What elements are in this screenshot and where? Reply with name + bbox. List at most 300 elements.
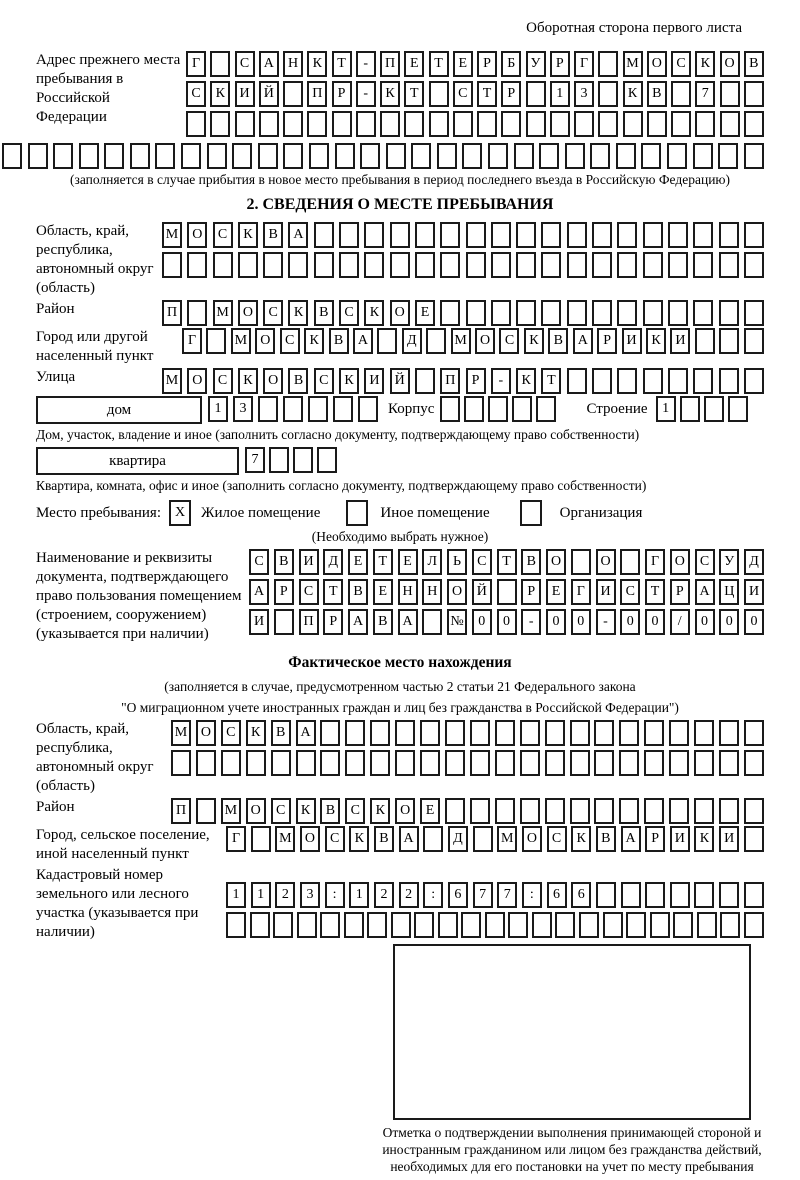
char-cell[interactable] — [643, 222, 663, 248]
char-cell[interactable] — [187, 300, 207, 326]
char-cell[interactable]: В — [314, 300, 334, 326]
char-cell[interactable] — [650, 912, 670, 938]
char-cell[interactable] — [314, 222, 334, 248]
char-cell[interactable]: 6 — [547, 882, 567, 908]
char-cell[interactable] — [259, 111, 279, 137]
char-cell[interactable]: 2 — [374, 882, 394, 908]
char-cell[interactable] — [274, 609, 294, 635]
char-cell[interactable] — [594, 750, 614, 776]
char-cell[interactable]: : — [522, 882, 542, 908]
char-cell[interactable]: С — [472, 549, 492, 575]
char-cell[interactable]: О — [720, 51, 740, 77]
char-cell[interactable] — [704, 396, 724, 422]
char-cell[interactable]: 1 — [349, 882, 369, 908]
char-cell[interactable]: О — [522, 826, 542, 852]
char-cell[interactable]: О — [246, 798, 266, 824]
char-cell[interactable] — [251, 826, 271, 852]
char-cell[interactable]: К — [370, 798, 390, 824]
char-cell[interactable] — [532, 912, 552, 938]
char-cell[interactable]: Д — [402, 328, 422, 354]
char-cell[interactable]: Р — [670, 579, 690, 605]
char-cell[interactable] — [53, 143, 73, 169]
char-cell[interactable]: 0 — [497, 609, 517, 635]
char-cell[interactable] — [426, 328, 446, 354]
char-cell[interactable] — [645, 882, 665, 908]
char-cell[interactable] — [464, 396, 484, 422]
char-cell[interactable] — [360, 143, 380, 169]
char-cell[interactable]: О — [596, 549, 616, 575]
char-cell[interactable]: В — [373, 609, 393, 635]
char-cell[interactable] — [623, 111, 643, 137]
char-cell[interactable]: Г — [226, 826, 246, 852]
char-cell[interactable]: Т — [373, 549, 393, 575]
char-cell[interactable] — [668, 252, 688, 278]
char-cell[interactable]: Т — [477, 81, 497, 107]
char-cell[interactable] — [520, 750, 540, 776]
char-cell[interactable]: Р — [597, 328, 617, 354]
char-cell[interactable]: С — [314, 368, 334, 394]
char-cell[interactable] — [570, 750, 590, 776]
char-cell[interactable]: М — [275, 826, 295, 852]
char-cell[interactable]: О — [187, 222, 207, 248]
char-cell[interactable] — [207, 143, 227, 169]
char-cell[interactable] — [171, 750, 191, 776]
char-cell[interactable]: В — [320, 798, 340, 824]
char-cell[interactable]: О — [395, 798, 415, 824]
char-cell[interactable]: О — [546, 549, 566, 575]
char-cell[interactable] — [414, 912, 434, 938]
char-cell[interactable] — [744, 798, 764, 824]
char-cell[interactable] — [477, 111, 497, 137]
char-cell[interactable]: : — [325, 882, 345, 908]
char-cell[interactable] — [420, 720, 440, 746]
char-cell[interactable] — [644, 798, 664, 824]
char-cell[interactable] — [669, 798, 689, 824]
char-cell[interactable]: Р — [501, 81, 521, 107]
char-cell[interactable] — [719, 720, 739, 746]
char-cell[interactable] — [293, 447, 313, 473]
char-cell[interactable] — [647, 111, 667, 137]
char-cell[interactable]: К — [210, 81, 230, 107]
char-cell[interactable] — [263, 252, 283, 278]
char-cell[interactable]: К — [296, 798, 316, 824]
char-cell[interactable] — [545, 720, 565, 746]
char-cell[interactable] — [210, 111, 230, 137]
char-cell[interactable]: С — [280, 328, 300, 354]
char-cell[interactable]: Е — [420, 798, 440, 824]
char-cell[interactable] — [621, 882, 641, 908]
char-cell[interactable]: 0 — [546, 609, 566, 635]
char-cell[interactable]: О — [238, 300, 258, 326]
char-cell[interactable] — [719, 252, 739, 278]
char-cell[interactable]: 0 — [472, 609, 492, 635]
char-cell[interactable] — [79, 143, 99, 169]
char-cell[interactable]: О — [647, 51, 667, 77]
char-cell[interactable] — [670, 882, 690, 908]
char-cell[interactable] — [744, 720, 764, 746]
char-cell[interactable] — [470, 720, 490, 746]
char-cell[interactable]: Р — [274, 579, 294, 605]
char-cell[interactable] — [317, 447, 337, 473]
char-cell[interactable]: О — [300, 826, 320, 852]
char-cell[interactable]: С — [186, 81, 206, 107]
char-cell[interactable]: 0 — [645, 609, 665, 635]
char-cell[interactable] — [744, 368, 764, 394]
char-cell[interactable]: К — [238, 222, 258, 248]
char-cell[interactable] — [680, 396, 700, 422]
char-cell[interactable] — [694, 882, 714, 908]
char-cell[interactable] — [470, 750, 490, 776]
char-cell[interactable] — [423, 826, 443, 852]
char-cell[interactable]: Р — [332, 81, 352, 107]
char-cell[interactable] — [440, 396, 460, 422]
char-cell[interactable]: И — [364, 368, 384, 394]
char-cell[interactable] — [420, 750, 440, 776]
char-cell[interactable] — [466, 252, 486, 278]
char-cell[interactable] — [719, 368, 739, 394]
char-cell[interactable]: О — [670, 549, 690, 575]
char-cell[interactable]: К — [304, 328, 324, 354]
char-cell[interactable] — [440, 300, 460, 326]
char-cell[interactable] — [641, 143, 661, 169]
char-cell[interactable]: И — [622, 328, 642, 354]
char-cell[interactable] — [744, 222, 764, 248]
char-cell[interactable] — [283, 396, 303, 422]
char-cell[interactable]: К — [364, 300, 384, 326]
organization-checkbox[interactable] — [520, 500, 542, 526]
char-cell[interactable] — [235, 111, 255, 137]
char-cell[interactable]: К — [516, 368, 536, 394]
char-cell[interactable] — [206, 328, 226, 354]
char-cell[interactable]: 2 — [275, 882, 295, 908]
char-cell[interactable] — [309, 143, 329, 169]
char-cell[interactable]: Е — [398, 549, 418, 575]
char-cell[interactable] — [314, 252, 334, 278]
char-cell[interactable] — [744, 252, 764, 278]
char-cell[interactable] — [616, 143, 636, 169]
char-cell[interactable]: Р — [521, 579, 541, 605]
char-cell[interactable] — [508, 912, 528, 938]
char-cell[interactable] — [390, 222, 410, 248]
char-cell[interactable] — [720, 912, 740, 938]
char-cell[interactable]: Р — [645, 826, 665, 852]
char-cell[interactable]: М — [221, 798, 241, 824]
other-premises-checkbox[interactable] — [346, 500, 368, 526]
char-cell[interactable]: В — [374, 826, 394, 852]
char-cell[interactable]: - — [491, 368, 511, 394]
char-cell[interactable] — [526, 81, 546, 107]
char-cell[interactable] — [594, 720, 614, 746]
char-cell[interactable]: А — [399, 826, 419, 852]
char-cell[interactable]: Й — [390, 368, 410, 394]
char-cell[interactable] — [619, 798, 639, 824]
char-cell[interactable] — [461, 912, 481, 938]
char-cell[interactable]: Е — [404, 51, 424, 77]
char-cell[interactable] — [28, 143, 48, 169]
char-cell[interactable] — [162, 252, 182, 278]
char-cell[interactable] — [570, 798, 590, 824]
char-cell[interactable] — [667, 143, 687, 169]
char-cell[interactable] — [226, 912, 246, 938]
char-cell[interactable]: 7 — [473, 882, 493, 908]
char-cell[interactable] — [333, 396, 353, 422]
char-cell[interactable]: Т — [323, 579, 343, 605]
char-cell[interactable] — [488, 396, 508, 422]
char-cell[interactable]: С — [271, 798, 291, 824]
char-cell[interactable]: Г — [182, 328, 202, 354]
char-cell[interactable]: / — [670, 609, 690, 635]
char-cell[interactable] — [541, 252, 561, 278]
char-cell[interactable] — [594, 798, 614, 824]
char-cell[interactable]: М — [162, 368, 182, 394]
char-cell[interactable]: С — [325, 826, 345, 852]
char-cell[interactable] — [596, 882, 616, 908]
char-cell[interactable] — [238, 252, 258, 278]
char-cell[interactable]: К — [288, 300, 308, 326]
char-cell[interactable] — [320, 720, 340, 746]
char-cell[interactable] — [516, 252, 536, 278]
char-cell[interactable] — [491, 300, 511, 326]
char-cell[interactable] — [367, 912, 387, 938]
char-cell[interactable] — [514, 143, 534, 169]
char-cell[interactable] — [694, 798, 714, 824]
char-cell[interactable]: П — [380, 51, 400, 77]
char-cell[interactable] — [617, 300, 637, 326]
char-cell[interactable]: Е — [348, 549, 368, 575]
char-cell[interactable] — [693, 222, 713, 248]
char-cell[interactable] — [565, 143, 585, 169]
char-cell[interactable] — [273, 912, 293, 938]
char-cell[interactable] — [617, 368, 637, 394]
char-cell[interactable]: 6 — [448, 882, 468, 908]
char-cell[interactable]: Р — [466, 368, 486, 394]
char-cell[interactable] — [719, 222, 739, 248]
char-cell[interactable]: В — [274, 549, 294, 575]
char-cell[interactable]: Д — [448, 826, 468, 852]
char-cell[interactable] — [697, 912, 717, 938]
char-cell[interactable] — [332, 111, 352, 137]
char-cell[interactable]: 1 — [226, 882, 246, 908]
char-cell[interactable] — [2, 143, 22, 169]
char-cell[interactable] — [445, 750, 465, 776]
char-cell[interactable]: Т — [645, 579, 665, 605]
char-cell[interactable]: Г — [571, 579, 591, 605]
char-cell[interactable] — [440, 222, 460, 248]
char-cell[interactable]: К — [339, 368, 359, 394]
char-cell[interactable] — [320, 750, 340, 776]
char-cell[interactable] — [356, 111, 376, 137]
char-cell[interactable]: С — [299, 579, 319, 605]
char-cell[interactable]: Е — [415, 300, 435, 326]
char-cell[interactable] — [438, 912, 458, 938]
char-cell[interactable] — [592, 300, 612, 326]
char-cell[interactable]: О — [390, 300, 410, 326]
char-cell[interactable] — [501, 111, 521, 137]
char-cell[interactable]: Е — [546, 579, 566, 605]
char-cell[interactable]: К — [695, 51, 715, 77]
char-cell[interactable] — [590, 143, 610, 169]
char-cell[interactable]: Р — [550, 51, 570, 77]
char-cell[interactable] — [130, 143, 150, 169]
char-cell[interactable] — [592, 368, 612, 394]
char-cell[interactable]: И — [719, 826, 739, 852]
char-cell[interactable] — [283, 143, 303, 169]
char-cell[interactable] — [744, 750, 764, 776]
char-cell[interactable] — [567, 300, 587, 326]
char-cell[interactable] — [718, 143, 738, 169]
char-cell[interactable] — [693, 252, 713, 278]
char-cell[interactable] — [598, 81, 618, 107]
char-cell[interactable] — [744, 328, 764, 354]
char-cell[interactable]: 0 — [744, 609, 764, 635]
char-cell[interactable] — [512, 396, 532, 422]
char-cell[interactable]: 7 — [497, 882, 517, 908]
char-cell[interactable] — [571, 549, 591, 575]
char-cell[interactable]: : — [423, 882, 443, 908]
char-cell[interactable] — [598, 51, 618, 77]
char-cell[interactable]: А — [621, 826, 641, 852]
char-cell[interactable]: В — [548, 328, 568, 354]
char-cell[interactable]: К — [246, 720, 266, 746]
char-cell[interactable] — [473, 826, 493, 852]
char-cell[interactable] — [377, 328, 397, 354]
char-cell[interactable] — [555, 912, 575, 938]
char-cell[interactable]: О — [475, 328, 495, 354]
char-cell[interactable]: - — [521, 609, 541, 635]
char-cell[interactable] — [744, 300, 764, 326]
char-cell[interactable]: О — [187, 368, 207, 394]
char-cell[interactable] — [620, 549, 640, 575]
char-cell[interactable] — [541, 300, 561, 326]
char-cell[interactable]: 0 — [719, 609, 739, 635]
char-cell[interactable]: Т — [497, 549, 517, 575]
char-cell[interactable]: П — [440, 368, 460, 394]
char-cell[interactable] — [495, 750, 515, 776]
char-cell[interactable]: Р — [477, 51, 497, 77]
char-cell[interactable] — [592, 252, 612, 278]
char-cell[interactable]: С — [213, 222, 233, 248]
char-cell[interactable] — [643, 300, 663, 326]
char-cell[interactable] — [668, 300, 688, 326]
char-cell[interactable] — [181, 143, 201, 169]
char-cell[interactable]: Й — [472, 579, 492, 605]
char-cell[interactable] — [671, 111, 691, 137]
char-cell[interactable]: Б — [501, 51, 521, 77]
char-cell[interactable]: П — [171, 798, 191, 824]
char-cell[interactable]: М — [213, 300, 233, 326]
char-cell[interactable] — [391, 912, 411, 938]
char-cell[interactable] — [320, 912, 340, 938]
char-cell[interactable]: А — [249, 579, 269, 605]
char-cell[interactable] — [744, 826, 764, 852]
char-cell[interactable]: 2 — [399, 882, 419, 908]
char-cell[interactable]: 1 — [550, 81, 570, 107]
char-cell[interactable]: И — [249, 609, 269, 635]
char-cell[interactable]: М — [497, 826, 517, 852]
char-cell[interactable]: 0 — [620, 609, 640, 635]
char-cell[interactable]: № — [447, 609, 467, 635]
char-cell[interactable] — [232, 143, 252, 169]
char-cell[interactable] — [619, 750, 639, 776]
char-cell[interactable] — [644, 720, 664, 746]
char-cell[interactable] — [719, 300, 739, 326]
char-cell[interactable] — [155, 143, 175, 169]
char-cell[interactable] — [719, 328, 739, 354]
char-cell[interactable]: К — [380, 81, 400, 107]
char-cell[interactable]: А — [259, 51, 279, 77]
char-cell[interactable] — [297, 912, 317, 938]
char-cell[interactable] — [728, 396, 748, 422]
char-cell[interactable]: Й — [259, 81, 279, 107]
char-cell[interactable] — [339, 222, 359, 248]
char-cell[interactable] — [308, 396, 328, 422]
char-cell[interactable] — [395, 750, 415, 776]
char-cell[interactable]: 1 — [208, 396, 228, 422]
char-cell[interactable] — [520, 798, 540, 824]
char-cell[interactable]: А — [348, 609, 368, 635]
char-cell[interactable] — [390, 252, 410, 278]
char-cell[interactable] — [592, 222, 612, 248]
char-cell[interactable] — [516, 222, 536, 248]
char-cell[interactable] — [644, 750, 664, 776]
char-cell[interactable]: С — [221, 720, 241, 746]
char-cell[interactable]: 3 — [574, 81, 594, 107]
char-cell[interactable] — [567, 252, 587, 278]
char-cell[interactable] — [296, 750, 316, 776]
char-cell[interactable] — [673, 912, 693, 938]
char-cell[interactable] — [567, 368, 587, 394]
char-cell[interactable]: И — [596, 579, 616, 605]
char-cell[interactable]: С — [695, 549, 715, 575]
char-cell[interactable]: М — [162, 222, 182, 248]
char-cell[interactable] — [693, 300, 713, 326]
char-cell[interactable]: С — [235, 51, 255, 77]
char-cell[interactable] — [258, 143, 278, 169]
char-cell[interactable]: И — [299, 549, 319, 575]
char-cell[interactable]: 7 — [245, 447, 265, 473]
char-cell[interactable] — [719, 750, 739, 776]
char-cell[interactable]: В — [271, 720, 291, 746]
char-cell[interactable] — [250, 912, 270, 938]
char-cell[interactable] — [550, 111, 570, 137]
char-cell[interactable] — [358, 396, 378, 422]
char-cell[interactable] — [380, 111, 400, 137]
char-cell[interactable] — [541, 222, 561, 248]
char-cell[interactable] — [744, 912, 764, 938]
char-cell[interactable]: 1 — [251, 882, 271, 908]
char-cell[interactable]: С — [339, 300, 359, 326]
char-cell[interactable] — [694, 720, 714, 746]
char-cell[interactable]: К — [524, 328, 544, 354]
char-cell[interactable] — [386, 143, 406, 169]
char-cell[interactable]: Н — [283, 51, 303, 77]
char-cell[interactable] — [536, 396, 556, 422]
char-cell[interactable] — [186, 111, 206, 137]
char-cell[interactable]: А — [288, 222, 308, 248]
char-cell[interactable] — [462, 143, 482, 169]
char-cell[interactable]: С — [671, 51, 691, 77]
char-cell[interactable] — [453, 111, 473, 137]
char-cell[interactable]: Г — [186, 51, 206, 77]
char-cell[interactable] — [344, 912, 364, 938]
char-cell[interactable] — [258, 396, 278, 422]
char-cell[interactable]: К — [349, 826, 369, 852]
char-cell[interactable] — [693, 143, 713, 169]
char-cell[interactable] — [445, 798, 465, 824]
char-cell[interactable]: Д — [744, 549, 764, 575]
char-cell[interactable]: Т — [332, 51, 352, 77]
char-cell[interactable] — [626, 912, 646, 938]
